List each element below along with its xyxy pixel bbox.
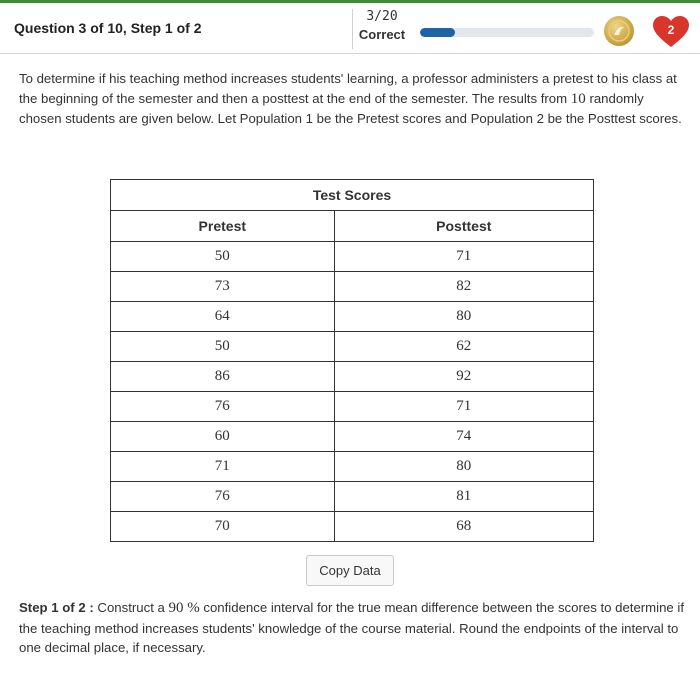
table-row — [111, 272, 594, 302]
progress-fill — [420, 28, 455, 37]
step-text-2: confidence interval for the true mean difference between the scores to determine if the teaching method increases students' knowledge of the course material. Round the endpoints of the interval to one decimal place, if necessary. — [19, 600, 685, 656]
posttest-cell: 74 — [334, 422, 593, 452]
table-row — [111, 482, 594, 512]
score-display — [356, 9, 408, 42]
table-row — [111, 302, 594, 332]
question-header — [0, 3, 700, 54]
pretest-cell: 86 — [111, 362, 335, 392]
table-row — [111, 512, 594, 542]
sample-size: 10 — [570, 90, 586, 107]
table-title: Test Scores — [111, 180, 594, 211]
step-label: Step 1 of 2 : — [19, 600, 94, 615]
step-instructions — [19, 598, 687, 658]
intro-text-2: randomly chosen students are given below. Let Population 1 be the Pretest scores and Population 2 be the Posttest scores. — [19, 90, 682, 127]
pretest-cell: 50 — [111, 332, 335, 362]
column-header-pretest: Pretest — [111, 211, 335, 242]
posttest-cell: 71 — [334, 242, 593, 272]
header-divider — [352, 9, 353, 49]
pretest-cell: 64 — [111, 302, 335, 332]
lives-count: 2 — [667, 23, 675, 37]
table-row — [111, 452, 594, 482]
posttest-cell: 68 — [334, 512, 593, 542]
posttest-cell: 71 — [334, 392, 593, 422]
lives-heart-icon — [652, 15, 690, 49]
step-text-1: Construct a — [97, 600, 165, 615]
pretest-cell: 70 — [111, 512, 335, 542]
intro-text-1: To determine if his teaching method increases students' learning, a professor administers a pretest to his class at the beginning of the semester and then a posttest at the end of the semester. The results from — [19, 71, 677, 106]
scores-table — [110, 179, 594, 542]
pretest-cell: 50 — [111, 242, 335, 272]
progress-bar — [420, 28, 594, 37]
table-row — [111, 242, 594, 272]
copy-data-button[interactable]: Copy Data — [306, 555, 394, 586]
table-row — [111, 392, 594, 422]
confidence-level: 90 — [168, 600, 184, 616]
question-intro — [19, 69, 687, 129]
posttest-cell: 80 — [334, 452, 593, 482]
question-label: Question 3 of 10, Step 1 of 2 — [14, 20, 202, 36]
posttest-cell: 80 — [334, 302, 593, 332]
score-value: 3/20 — [366, 9, 398, 24]
pretest-cell: 73 — [111, 272, 335, 302]
pretest-cell: 60 — [111, 422, 335, 452]
pretest-cell: 76 — [111, 392, 335, 422]
posttest-cell: 82 — [334, 272, 593, 302]
table-row — [111, 332, 594, 362]
pretest-cell: 76 — [111, 482, 335, 512]
column-header-posttest: Posttest — [334, 211, 593, 242]
table-row — [111, 422, 594, 452]
score-label: Correct — [358, 27, 406, 42]
posttest-cell: 81 — [334, 482, 593, 512]
percent-sign: % — [187, 600, 200, 616]
pretest-cell: 71 — [111, 452, 335, 482]
table-row — [111, 362, 594, 392]
posttest-cell: 62 — [334, 332, 593, 362]
coin-icon[interactable] — [604, 16, 634, 46]
posttest-cell: 92 — [334, 362, 593, 392]
